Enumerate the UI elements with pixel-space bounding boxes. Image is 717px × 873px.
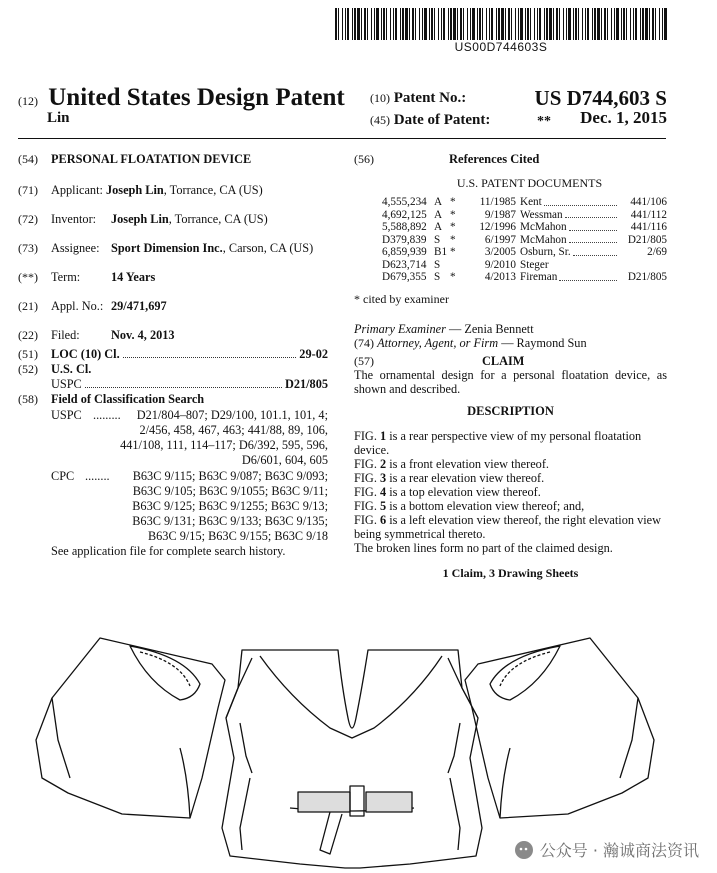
header-divider (18, 138, 666, 139)
floatation-device-drawing (30, 628, 670, 873)
inventor-place: , Torrance, CA (US) (168, 212, 268, 226)
figure-number: 2 (379, 456, 387, 471)
term-value: 14 Years (111, 270, 156, 284)
reference-date: 12/1996 (479, 221, 516, 233)
field-applicant (18, 183, 338, 198)
reference-class: 441/112 (630, 208, 667, 221)
reference-kind: S (434, 233, 441, 246)
attorney-label: Attorney, Agent, or Firm (377, 335, 499, 350)
term-label: Term: (51, 270, 81, 284)
assignee-place: , Carson, CA (US) (222, 241, 314, 255)
date-code: (45) (370, 113, 390, 127)
right-column (354, 152, 667, 580)
reference-date: 9/1987 (484, 208, 516, 221)
reference-inventor (520, 221, 619, 234)
search-cpc-line: B63C 9/15; B63C 9/155; B63C 9/18 (147, 529, 328, 543)
reference-inventor-name: McMahon (520, 233, 567, 246)
search-uspc-line: 441/108, 111, 114–117; D6/392, 595, 596, (120, 438, 328, 452)
appl-no-label: Appl. No.: (51, 299, 104, 313)
reference-star: * (450, 246, 456, 258)
reference-kind: B1 (434, 246, 448, 258)
field-code: (52) (18, 362, 38, 376)
reference-inventor (520, 234, 619, 247)
appl-no-value: 29/471,697 (111, 299, 167, 313)
reference-inventor (520, 271, 619, 284)
reference-kind: S (434, 258, 441, 271)
primary-examiner (354, 322, 667, 336)
field-code: (**) (18, 270, 38, 284)
bibliographic-fields (18, 152, 338, 559)
references-subtitle: U.S. PATENT DOCUMENTS (456, 176, 603, 190)
reference-row (382, 271, 667, 284)
field-code: (22) (18, 328, 38, 342)
primary-examiner-name: — Zenia Bennett (448, 321, 534, 336)
applicant-name: Joseph Lin (106, 183, 164, 197)
document-type-heading (18, 84, 345, 112)
doc-code: (12) (18, 94, 38, 108)
search-cpc-line: B63C 9/131; B63C 9/133; B63C 9/135; (132, 514, 328, 528)
references-table (382, 196, 667, 284)
reference-inventor-name: Steger (520, 258, 549, 271)
field-code: (54) (18, 152, 38, 166)
figure-text: is a rear perspective view of my personal floatation device. (354, 428, 642, 457)
reference-class: D21/805 (627, 233, 667, 246)
reference-date: 9/2010 (484, 258, 516, 271)
figure-label: FIG. (354, 512, 377, 527)
reference-inventor-name: Kent (520, 196, 542, 208)
figure-number: 5 (379, 498, 387, 513)
applicant-place: , Torrance, CA (US) (163, 183, 263, 197)
attorney-code: (74) (354, 335, 374, 350)
reference-number: D623,714 (382, 258, 427, 271)
field-code: (71) (18, 183, 38, 197)
date-of-patent-label (370, 112, 490, 129)
wechat-icon (514, 840, 534, 860)
us-cl-label: U.S. Cl. (51, 362, 92, 376)
barcode-number: US00D744603S (454, 40, 548, 54)
search-cpc-line: B63C 9/115; B63C 9/087; B63C 9/093; (132, 469, 328, 483)
assignee-line (111, 241, 313, 256)
claim-title: CLAIM (482, 353, 525, 368)
reference-number: 6,859,939 (382, 246, 427, 258)
reference-row (382, 209, 667, 222)
patent-no-label (370, 90, 466, 107)
right-arm-band (465, 638, 654, 818)
filed-label: Filed: (51, 328, 80, 342)
assignee-label: Assignee: (51, 241, 100, 255)
reference-date: 6/1997 (484, 233, 516, 246)
watermark-text: 公众号 · 瀚诚商法资讯 (539, 841, 699, 860)
figure-number: 1 (379, 428, 387, 443)
reference-number: D379,839 (382, 233, 427, 246)
figure-label: FIG. (354, 498, 377, 513)
inventor-line (111, 212, 268, 227)
field-search (18, 392, 338, 407)
figure-description (354, 429, 667, 457)
inventor-name: Joseph Lin (111, 212, 169, 226)
search-label: Field of Classification Search (51, 392, 205, 406)
reference-class: 441/106 (630, 196, 667, 208)
description-title: DESCRIPTION (467, 403, 554, 418)
reference-inventor (520, 196, 619, 209)
claim-code: (57) (354, 353, 374, 368)
reference-number: 4,555,234 (382, 196, 427, 208)
barcode (335, 8, 667, 40)
field-code: (51) (18, 347, 38, 361)
reference-inventor (520, 259, 619, 272)
figure-label: FIG. (354, 484, 377, 499)
figure-description (354, 499, 667, 513)
field-code: (73) (18, 241, 38, 255)
reference-date: 11/1985 (479, 196, 516, 208)
reference-number: D679,355 (382, 271, 427, 283)
figure-text: is a bottom elevation view thereof; and, (389, 498, 585, 513)
patent-date: Dec. 1, 2015 (580, 108, 667, 127)
field-code: (58) (18, 392, 38, 406)
reference-date: 3/2005 (484, 246, 516, 258)
reference-inventor-name: Osburn, Sr. (520, 246, 571, 258)
field-assignee (18, 241, 338, 256)
reference-row (382, 246, 667, 259)
figure-number: 3 (379, 470, 387, 485)
search-cpc-dots: ........ (85, 469, 110, 483)
uspc-label: USPC (51, 377, 82, 391)
applicant-line (51, 183, 263, 198)
patent-no-label-text: Patent No.: (393, 90, 467, 106)
doc-type: United States Design Patent (48, 84, 345, 111)
search-uspc-line: D6/601, 604, 605 (241, 453, 328, 467)
field-us-cl (18, 362, 338, 377)
vest-body (222, 650, 482, 868)
attorney-name: — Raymond Sun (501, 335, 587, 350)
figure-description (354, 471, 667, 485)
field-title (18, 152, 338, 167)
reference-date: 4/2013 (484, 271, 516, 283)
figure-description (354, 457, 667, 471)
figure-text: is a rear elevation view thereof. (389, 470, 545, 485)
search-uspc-label: USPC (51, 408, 82, 422)
date-marker: ** (537, 114, 551, 129)
reference-class: 2/69 (647, 246, 667, 258)
claims-count: 1 Claim, 3 Drawing Sheets (442, 565, 579, 580)
search-uspc (18, 408, 338, 468)
reference-inventor-name: McMahon (520, 221, 567, 233)
references-code: (56) (354, 152, 374, 166)
broken-lines-note: The broken lines form no part of the claimed design. (354, 540, 613, 555)
reference-class: 441/116 (630, 221, 667, 233)
references-title: References Cited (449, 152, 540, 166)
reference-kind: S (434, 271, 441, 283)
reference-kind: A (434, 221, 443, 233)
field-uspc (18, 377, 338, 392)
inventor-label: Inventor: (51, 212, 97, 226)
references-heading (354, 152, 667, 166)
reference-star: * (450, 233, 456, 246)
figure-number: 6 (379, 512, 387, 527)
reference-row (382, 259, 667, 272)
search-cpc (18, 469, 338, 544)
uspc-value: D21/805 (284, 377, 328, 391)
reference-class: D21/805 (627, 271, 667, 283)
watermark (514, 838, 699, 861)
reference-class (619, 259, 667, 272)
loc-value: 29-02 (299, 347, 328, 361)
reference-star (450, 259, 460, 272)
search-note: See application file for complete search history. (51, 544, 286, 558)
patent-number: US D744,603 S (534, 86, 667, 110)
design-title: PERSONAL FLOATATION DEVICE (51, 152, 252, 166)
inventor-short: Lin (47, 110, 70, 126)
reference-kind: A (434, 196, 443, 208)
left-arm-band (36, 638, 225, 818)
applicant-label: Applicant: (51, 183, 103, 197)
reference-number: 5,588,892 (382, 221, 427, 233)
figure-text: is a left elevation view thereof, the right elevation view being symmetrical thereto. (354, 512, 662, 541)
field-code: (21) (18, 299, 38, 313)
reference-inventor-name: Fireman (520, 271, 558, 283)
reference-star: * (450, 196, 456, 208)
search-uspc-line: D21/804–807; D29/100, 101.1, 101, 4; (136, 408, 328, 422)
figure-text: is a front elevation view thereof. (389, 456, 550, 471)
field-term (18, 270, 338, 285)
filed-value: Nov. 4, 2013 (111, 328, 175, 342)
reference-inventor (520, 209, 619, 222)
attorney (354, 336, 667, 350)
reference-inventor (520, 246, 619, 259)
figure-label: FIG. (354, 456, 377, 471)
field-appl-no (18, 299, 338, 314)
field-inventor (18, 212, 338, 227)
search-cpc-label: CPC (51, 469, 75, 483)
reference-row (382, 221, 667, 234)
assignee-name: Sport Dimension Inc. (111, 241, 223, 255)
patent-no-code: (10) (370, 91, 390, 105)
figure-label: FIG. (354, 470, 377, 485)
reference-kind: A (434, 208, 443, 221)
reference-row (382, 196, 667, 209)
search-cpc-line: B63C 9/105; B63C 9/1055; B63C 9/11; (132, 484, 328, 498)
figure-descriptions (354, 429, 667, 541)
claim-text: The ornamental design for a personal floatation device, as shown and described. (354, 367, 667, 396)
field-loc (18, 347, 338, 362)
figure-label: FIG. (354, 428, 377, 443)
cited-note: * cited by examiner (354, 291, 449, 306)
reference-star: * (450, 271, 456, 283)
reference-star: * (450, 221, 456, 233)
reference-inventor-name: Wessman (520, 208, 563, 221)
date-label-text: Date of Patent: (393, 112, 491, 128)
search-uspc-dots: ......... (93, 408, 121, 422)
primary-examiner-label: Primary Examiner (354, 321, 446, 336)
claim-heading (354, 354, 667, 368)
search-uspc-line: 2/456, 458, 467, 463; 441/88, 89, 106, (139, 423, 328, 437)
reference-row (382, 234, 667, 247)
figure-number: 4 (379, 484, 387, 499)
loc-label: LOC (10) Cl. (51, 347, 120, 361)
field-filed (18, 328, 338, 343)
field-code: (72) (18, 212, 38, 226)
figure-description (354, 513, 667, 541)
search-cpc-line: B63C 9/125; B63C 9/1255; B63C 9/13; (132, 499, 328, 513)
figure-description (354, 485, 667, 499)
reference-number: 4,692,125 (382, 208, 427, 221)
figure-text: is a top elevation view thereof. (389, 484, 541, 499)
reference-star: * (450, 208, 456, 221)
